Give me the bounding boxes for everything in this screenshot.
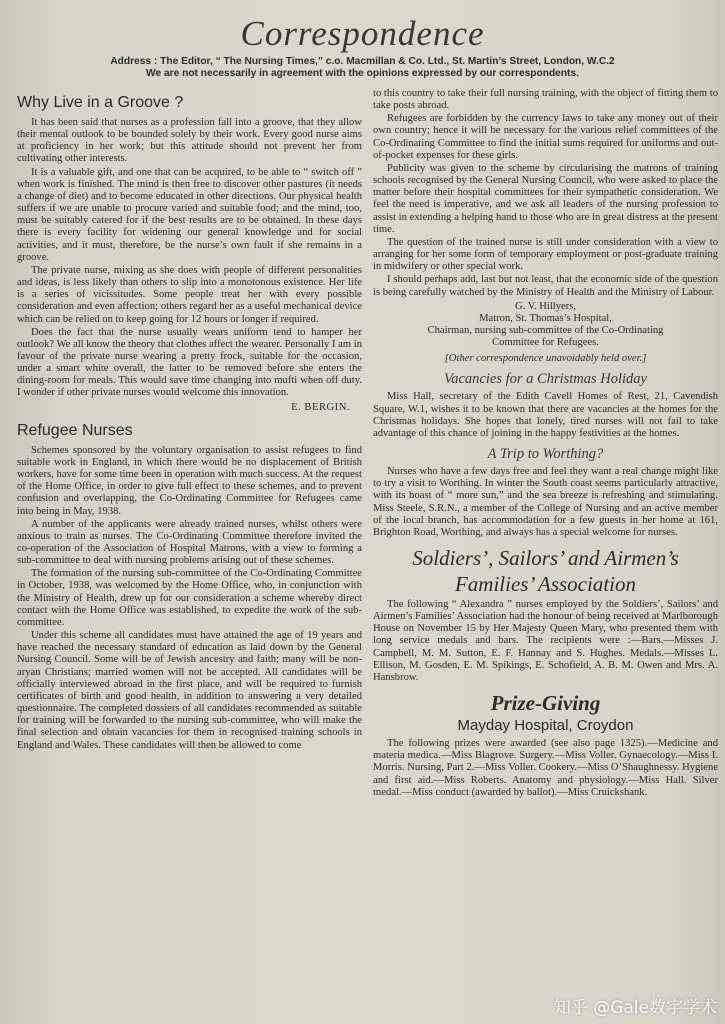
refugee-signature (373, 301, 718, 350)
refugee-continued-paragraph: Refugees are forbidden by the currency laws to take any money out of their own country; hence it will be necessary for the various relief committees of the Co-Ordinating Committee to find the initial sums required for uniforms and out-of-pocket expenses for these girls. (373, 113, 718, 161)
groove-paragraph: The private nurse, mixing as she does with people of different personalities and ideas, is less likely than others to slip into a monotonous existence. Her life is a series of vicissitudes. Some people treat her with every possible consideration and even affection; others regard her as a useful mechanical device which can be relied on to keep going for 12 hours or longer if required. (17, 264, 362, 325)
signature-line: Chairman, nursing sub-committee of the Co-Ordinating (427, 324, 664, 336)
vacancies-heading: Vacancies for a Christmas Holiday (444, 371, 647, 388)
page-title: Correspondence (240, 14, 485, 53)
signature-line: Matron, St. Thomas’s Hospital, (479, 312, 612, 324)
right-column (373, 88, 718, 800)
refugee-continued-paragraph: The question of the trained nurse is still under consideration with a view to arranging for her some form of temporary employment or post-graduate training in midwifery or other special work. (373, 236, 718, 273)
masthead (0, 12, 725, 80)
refugee-paragraph: The formation of the nursing sub-committee of the Co-Ordinating Committee in October, 1938, was welcomed by the Home Office, who, in conjunction with the Ministry of Health, drew up for our consideration a scheme whereby direct contact with the Home Office was established, to expedite the work of the sub-committee. (17, 568, 362, 628)
vacancies-paragraph: Miss Hall, secretary of the Edith Cavell Homes of Rest, 21, Cavendish Square, W.1, wishes it to be known that there are vacancies at the homes for the Christmas holidays. She hopes that lonely, tired nurses will not fail to take advantage of this chance of joining in the happy festivities at the homes. (373, 391, 718, 439)
groove-paragraph: It is a valuable gift, and one that can be acquired, to be able to “ switch off ” when work is finished. The mind is then free to discover other pastures (it needs a change of diet) and to become educated in other directions. Our physical health suffers if we are unable to procure varied and suitable food; and the mind, too, must be suitably catered for if the best results are to be obtained. In these days there is every facility for widening our general knowledge and for social activities, and it must, therefore, be the nurse’s own fault if she remains in a groove. (17, 166, 362, 263)
refugee-continued-paragraph: Publicity was given to the scheme by circularising the matrons of training schools recognised by the General Nursing Council, who were asked to place the matter before their hospital committees for their sympathetic consideration. We feel the need is imperative, and we ask all leaders of the nursing profession to assist in extending a helping hand to those who are in great distress at the present time. (373, 162, 718, 235)
groove-paragraph: It has been said that nurses as a profession fall into a groove, that they allow their mental outlook to be bounded solely by their work. Every good nurse aims at proficiency in her work; but this attitude should not prevent her from cultivating other interests. (17, 117, 362, 165)
signature-line: G. V. Hillyers, (514, 300, 577, 312)
ssafa-heading-line2: Families’ Association (454, 572, 637, 596)
worthing-paragraph: Nurses who have a few days free and feel they want a real change might like to try a visit to Worthing. In winter the South coast seems particularly attractive, with its boast of “ more sun,” and the sea breeze is refreshing and stimulating. Miss Steele, S.R.N., a member of the College of Nursing and an active member of the local branch, has accommodation for a few guests in her home at 161, Brighton Road, Worthing, and always has a special welcome for nurses. (373, 466, 718, 538)
groove-signature: E. BERGIN. (291, 401, 350, 413)
prize-heading: Prize-Giving (490, 691, 601, 716)
ssafa-heading: Soldiers’, Sailors’ and Airmen’s (412, 546, 679, 570)
editor-address: Address : The Editor, “ The Nursing Times,” c.o. Macmillan & Co. Ltd., St. Martin’s Street, London, W.C.2 (110, 56, 615, 67)
groove-paragraph: Does the fact that the nurse usually wears uniform tend to hamper her outlook? We all know the theory that clothes affect the wearer. Personally I am in favour of the private nurse wearing a pretty frock, suitable for the occasion, under a smart white overall, the latter to be removed before she enters the dining-room for meals. This would save time changing into mufti when off duty. I wonder if other private nurses would welcome this innovation. (17, 326, 363, 399)
left-column (17, 90, 362, 753)
worthing-heading: A Trip to Worthing? (487, 446, 604, 463)
prize-subheading: Mayday Hospital, Croydon (457, 717, 634, 735)
editor-note: [Other correspondence unavoidably held over.] (444, 353, 647, 365)
disclaimer: We are not necessarily in agreement with the opinions expressed by our correspondents. (146, 68, 579, 79)
signature-line: Committee for Refugees. (492, 337, 599, 349)
groove-heading: Why Live in a Groove ? (17, 94, 184, 111)
refugee-paragraph: Schemes sponsored by the voluntary organisation to assist refugees to find suitable work in England, in which there would be no displacement of British workers, have for some time been in operation with much success. At the request of the Home Office, in order to give full effect to these schemes, and to prevent confusion and overlapping, the Co-Ordinating Committee for Refugees came into being in May, 1938. (17, 444, 362, 517)
refugee-continued-paragraph: to this country to take their full nursing training, with the object of fitting them to take posts abroad. (373, 88, 718, 112)
refugee-continued-paragraph: I should perhaps add, last but not least, that the economic side of the question is being carefully watched by the Ministry of Health and the Ministry of Labour. (373, 274, 718, 298)
refugee-paragraph: Under this scheme all candidates must have attained the age of 19 years and have reached the necessary standard of education as laid down by the General Nursing Council. Some will be of Jewish ancestry and faith; many will be non-aryan Christians; married women will not be accepted. All candidates will be officially interviewed abroad in the first place, and will be required to furnish certificates of birth and good health, in addition to answering a very detailed questionnaire. The completed dossiers of all candidates recommended as suitable for training will be forwarded to the nursing sub-committee, who will make the final selection and obtain vacancies for them in recognised training schools in England and Wales. These candidates will then be allowed to come (17, 630, 362, 751)
refugee-heading: Refugee Nurses (17, 421, 133, 439)
prize-paragraph: The following prizes were awarded (see also page 1325).—Medicine and materia medica.—Miss Blagrove. Surgery.—Miss Voller. Gynaecology.—Miss I. Morris. Nursing, Part 2.—Miss Voller. Cookery.—Miss O’Shaughnessy. Hygiene and first aid.—Miss Roberts. Anatomy and physiology.—Miss Hall. Silver medal.—Miss conduct (awarded by ballot).—Miss Cruickshank. (373, 738, 718, 798)
watermark-text: 知乎 @Gale数字学术 (553, 998, 717, 1018)
ssafa-paragraph: The following “ Alexandra ” nurses employed by the Soldiers’, Sailors’ and Airmen’s Families’ Association had the honour of being received at Marlborough House on November 15 by Her Majesty Queen Mary, who presented them with long service medals and bars. The recipients were :—Bars.—Misses J. Campbell, M. M. Sutton, E. F. Hannay and S. Hughes. Medals.—Misses L. Ellison, M. Gosden, E. M. Spikings, E. Schofield, A. B. M. Owen and Mrs. A. Hansbrow. (373, 599, 718, 683)
refugee-paragraph: A number of the applicants were already trained nurses, whilst others were anxious to train as nurses. The Co-Ordinating Committee therefore invited the co-operation of the Association of Hospital Matrons, with a view to forming a sub-committee to deal with nursing problems arising out of these schemes. (17, 518, 362, 567)
zhihu-watermark (550, 993, 717, 1018)
